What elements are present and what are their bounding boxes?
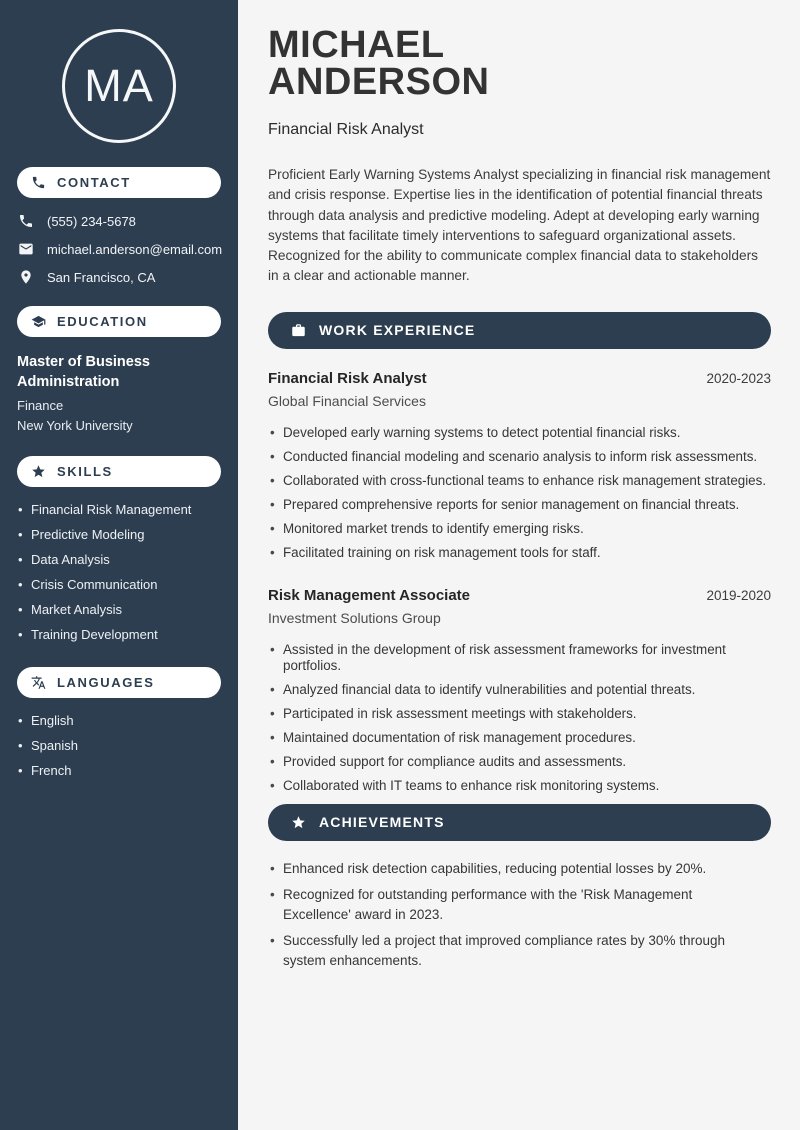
job-bullet (268, 778, 771, 794)
job-period: 2019-2020 (706, 587, 771, 603)
job-bullet (268, 425, 771, 441)
language-item (18, 713, 238, 729)
languages-section-header (17, 667, 221, 698)
contact-row-phone (18, 213, 238, 229)
job-entry-2 (268, 587, 771, 794)
skill-item (18, 627, 238, 643)
phone-icon (18, 213, 34, 229)
job-bullet-text: Collaborated with cross-functional teams to enhance risk management strategies. (283, 472, 767, 488)
person-job-title: Financial Risk Analyst (268, 121, 424, 138)
job-bullet (268, 642, 771, 674)
job-bullet-text: Conducted financial modeling and scenario analysis to inform risk assessments. (283, 448, 758, 464)
main-content (238, 0, 800, 1130)
language-label: English (31, 713, 74, 728)
skill-item (18, 527, 238, 543)
education-section-header (17, 306, 221, 337)
skills-list (18, 502, 238, 643)
job-bullet (268, 449, 771, 465)
skill-item (18, 602, 238, 618)
job-bullet (268, 706, 771, 722)
briefcase-icon (291, 323, 306, 338)
phone-value: (555) 234-5678 (47, 213, 136, 229)
job-bullet-text: Assisted in the development of risk assessment frameworks for investment portfolios. (283, 641, 726, 673)
sidebar (0, 0, 238, 1130)
education-school: New York University (17, 417, 133, 433)
skill-label: Financial Risk Management (31, 502, 192, 517)
job-bullet-text: Prepared comprehensive reports for senior management on financial threats. (283, 496, 740, 512)
avatar-initials: MA (84, 60, 154, 111)
job-entry-1 (268, 370, 771, 561)
achievement-text: Successfully led a project that improved compliance rates by 30% through system enhancements. (283, 933, 725, 968)
achievement-item (268, 931, 760, 970)
job-bullet (268, 497, 771, 513)
education-degree: Master of Business Administration (17, 354, 150, 390)
achievements-list (268, 859, 771, 971)
job-bullet-text: Facilitated training on risk management tools for staff. (283, 544, 601, 560)
education-header-label: EDUCATION (57, 314, 148, 329)
skills-section-header (17, 456, 221, 487)
job-head (268, 587, 771, 604)
skill-label: Crisis Communication (31, 577, 158, 592)
job-bullet-text: Provided support for compliance audits and assessments. (283, 753, 627, 769)
job-bullet-text: Monitored market trends to identify emerging risks. (283, 520, 584, 536)
job-period: 2020-2023 (706, 370, 771, 386)
skill-label: Market Analysis (31, 602, 123, 617)
job-title: Risk Management Associate (268, 586, 471, 604)
skill-label: Data Analysis (31, 552, 110, 567)
contact-row-location (18, 269, 238, 285)
contact-header-label: CONTACT (57, 175, 131, 190)
job-head (268, 370, 771, 387)
job-bullet-text: Developed early warning systems to detect potential financial risks. (283, 424, 681, 440)
job-bullet (268, 545, 771, 561)
person-name: MICHAEL ANDERSON (268, 24, 490, 103)
skill-item (18, 577, 238, 593)
language-label: French (31, 763, 72, 778)
skill-label: Training Development (31, 627, 158, 642)
job-bullet-text: Maintained documentation of risk management procedures. (283, 729, 636, 745)
language-label: Spanish (31, 738, 78, 753)
skill-item (18, 502, 238, 518)
languages-header-label: LANGUAGES (57, 675, 155, 690)
contact-row-email (18, 241, 238, 257)
education-entry (17, 353, 221, 435)
profile-summary: Proficient Early Warning Systems Analyst specializing in financial risk management and crisis response. Expertise lies in the identification of potential financial threats through data analysis and predictive modeling. Adept at developing early warning systems that facilitate timely interventions to safeguard organizational assets. Recognized for the ability to communicate complex financial data to stakeholders in a clear and actionable manner. (268, 167, 771, 284)
work-experience-header-label: WORK EXPERIENCE (319, 322, 476, 339)
job-title: Financial Risk Analyst (268, 369, 427, 387)
job-company: Global Financial Services (268, 392, 426, 409)
achievement-item (268, 885, 760, 924)
job-bullet-list (268, 425, 771, 561)
email-value: michael.anderson@email.com (47, 241, 223, 257)
avatar (62, 29, 176, 143)
job-bullet-text: Analyzed financial data to identify vulnerabilities and potential threats. (283, 681, 696, 697)
contact-section-header (17, 167, 221, 198)
language-item (18, 738, 238, 754)
phone-icon (31, 175, 46, 190)
job-bullet-list (268, 642, 771, 794)
skill-item (18, 552, 238, 568)
skill-label: Predictive Modeling (31, 527, 145, 542)
job-bullet (268, 473, 771, 489)
education-field: Finance (17, 398, 64, 413)
job-bullet (268, 682, 771, 698)
achievement-text: Enhanced risk detection capabilities, reducing potential losses by 20%. (283, 860, 707, 876)
job-bullet-text: Collaborated with IT teams to enhance risk monitoring systems. (283, 777, 660, 793)
location-icon (18, 269, 34, 285)
translate-icon (31, 675, 46, 690)
skills-header-label: SKILLS (57, 464, 113, 479)
job-bullet (268, 754, 771, 770)
job-company: Investment Solutions Group (268, 609, 441, 626)
job-bullet (268, 521, 771, 537)
achievements-section-header (268, 804, 771, 841)
location-value: San Francisco, CA (47, 269, 156, 285)
email-icon (18, 241, 34, 257)
achievement-text: Recognized for outstanding performance with the 'Risk Management Excellence' award in 2023. (283, 887, 693, 922)
achievements-header-label: ACHIEVEMENTS (319, 814, 445, 831)
language-item (18, 763, 238, 779)
work-experience-section-header (268, 312, 771, 349)
star-icon (31, 464, 46, 479)
job-bullet-text: Participated in risk assessment meetings with stakeholders. (283, 705, 637, 721)
job-bullet (268, 730, 771, 746)
languages-list (18, 713, 238, 779)
star-icon (291, 815, 306, 830)
achievement-item (268, 859, 760, 879)
graduation-cap-icon (31, 314, 46, 329)
contact-list (18, 213, 238, 285)
